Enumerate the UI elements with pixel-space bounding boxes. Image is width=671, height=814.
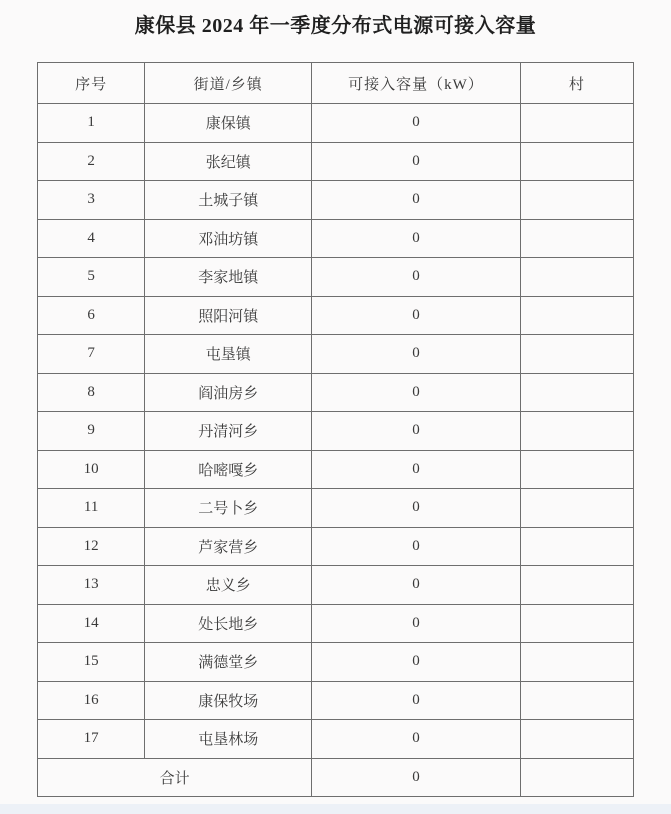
town-cell: 屯垦镇: [145, 335, 312, 374]
town-cell: 忠义乡: [145, 566, 312, 605]
village-cell: [520, 720, 633, 759]
village-cell: [520, 604, 633, 643]
village-cell: [520, 373, 633, 412]
capacity-cell: 0: [312, 373, 521, 412]
table-row: [38, 412, 634, 451]
capacity-cell: 0: [312, 527, 521, 566]
capacity-cell: 0: [312, 681, 521, 720]
village-cell: [520, 258, 633, 297]
seq-cell: 5: [38, 258, 145, 297]
capacity-cell: 0: [312, 566, 521, 605]
table-row: [38, 373, 634, 412]
table-row: [38, 643, 634, 682]
seq-cell: 3: [38, 181, 145, 220]
capacity-cell: 0: [312, 296, 521, 335]
town-cell: 处长地乡: [145, 604, 312, 643]
capacity-cell: 0: [312, 219, 521, 258]
col-header-village: 村: [520, 63, 633, 104]
table-row: [38, 219, 634, 258]
town-cell: 阎油房乡: [145, 373, 312, 412]
town-cell: 哈嘧嘎乡: [145, 450, 312, 489]
table-row: [38, 142, 634, 181]
table-row: [38, 604, 634, 643]
seq-cell: 8: [38, 373, 145, 412]
town-cell: 丹清河乡: [145, 412, 312, 451]
seq-cell: 10: [38, 450, 145, 489]
village-cell: [520, 527, 633, 566]
town-cell: 康保牧场: [145, 681, 312, 720]
total-capacity-cell: 0: [312, 758, 521, 797]
col-header-capacity: 可接入容量（kW）: [312, 63, 521, 104]
table-row: [38, 566, 634, 605]
table-header: [38, 63, 634, 104]
seq-cell: 4: [38, 219, 145, 258]
town-cell: 二号卜乡: [145, 489, 312, 528]
village-cell: [520, 181, 633, 220]
table-row: [38, 450, 634, 489]
capacity-cell: 0: [312, 720, 521, 759]
table-row: [38, 104, 634, 143]
table-row: [38, 296, 634, 335]
capacity-cell: 0: [312, 604, 521, 643]
village-cell: [520, 643, 633, 682]
village-cell: [520, 566, 633, 605]
seq-cell: 13: [38, 566, 145, 605]
seq-cell: 1: [38, 104, 145, 143]
town-cell: 康保镇: [145, 104, 312, 143]
col-header-town: 街道/乡镇: [145, 63, 312, 104]
town-cell: 屯垦林场: [145, 720, 312, 759]
town-cell: 李家地镇: [145, 258, 312, 297]
village-cell: [520, 296, 633, 335]
seq-cell: 12: [38, 527, 145, 566]
capacity-cell: 0: [312, 142, 521, 181]
col-header-seq: 序号: [38, 63, 145, 104]
seq-cell: 17: [38, 720, 145, 759]
total-label-cell: 合计: [38, 758, 312, 797]
village-cell: [520, 142, 633, 181]
capacity-table: [37, 62, 634, 797]
village-cell: [520, 219, 633, 258]
table-row: [38, 258, 634, 297]
village-cell: [520, 104, 633, 143]
village-cell: [520, 335, 633, 374]
village-cell: [520, 681, 633, 720]
bottom-scan-strip: [0, 804, 671, 814]
seq-cell: 7: [38, 335, 145, 374]
town-cell: 邓油坊镇: [145, 219, 312, 258]
capacity-cell: 0: [312, 104, 521, 143]
seq-cell: 11: [38, 489, 145, 528]
capacity-cell: 0: [312, 258, 521, 297]
capacity-cell: 0: [312, 643, 521, 682]
town-cell: 张纪镇: [145, 142, 312, 181]
seq-cell: 15: [38, 643, 145, 682]
town-cell: 土城子镇: [145, 181, 312, 220]
capacity-cell: 0: [312, 450, 521, 489]
village-cell: [520, 489, 633, 528]
seq-cell: 16: [38, 681, 145, 720]
table-row: [38, 335, 634, 374]
seq-cell: 9: [38, 412, 145, 451]
total-village-cell: [520, 758, 633, 797]
seq-cell: 6: [38, 296, 145, 335]
total-row: [38, 758, 634, 797]
table-row: [38, 489, 634, 528]
table-row: [38, 720, 634, 759]
table-row: [38, 681, 634, 720]
capacity-cell: 0: [312, 489, 521, 528]
table-footer: [38, 758, 634, 797]
seq-cell: 2: [38, 142, 145, 181]
capacity-cell: 0: [312, 412, 521, 451]
town-cell: 芦家营乡: [145, 527, 312, 566]
header-row: [38, 63, 634, 104]
village-cell: [520, 450, 633, 489]
town-cell: 照阳河镇: [145, 296, 312, 335]
capacity-cell: 0: [312, 335, 521, 374]
village-cell: [520, 412, 633, 451]
table-row: [38, 181, 634, 220]
page-title: 康保县 2024 年一季度分布式电源可接入容量: [134, 15, 537, 37]
capacity-cell: 0: [312, 181, 521, 220]
table-body: [38, 104, 634, 759]
town-cell: 满德堂乡: [145, 643, 312, 682]
table-row: [38, 527, 634, 566]
seq-cell: 14: [38, 604, 145, 643]
